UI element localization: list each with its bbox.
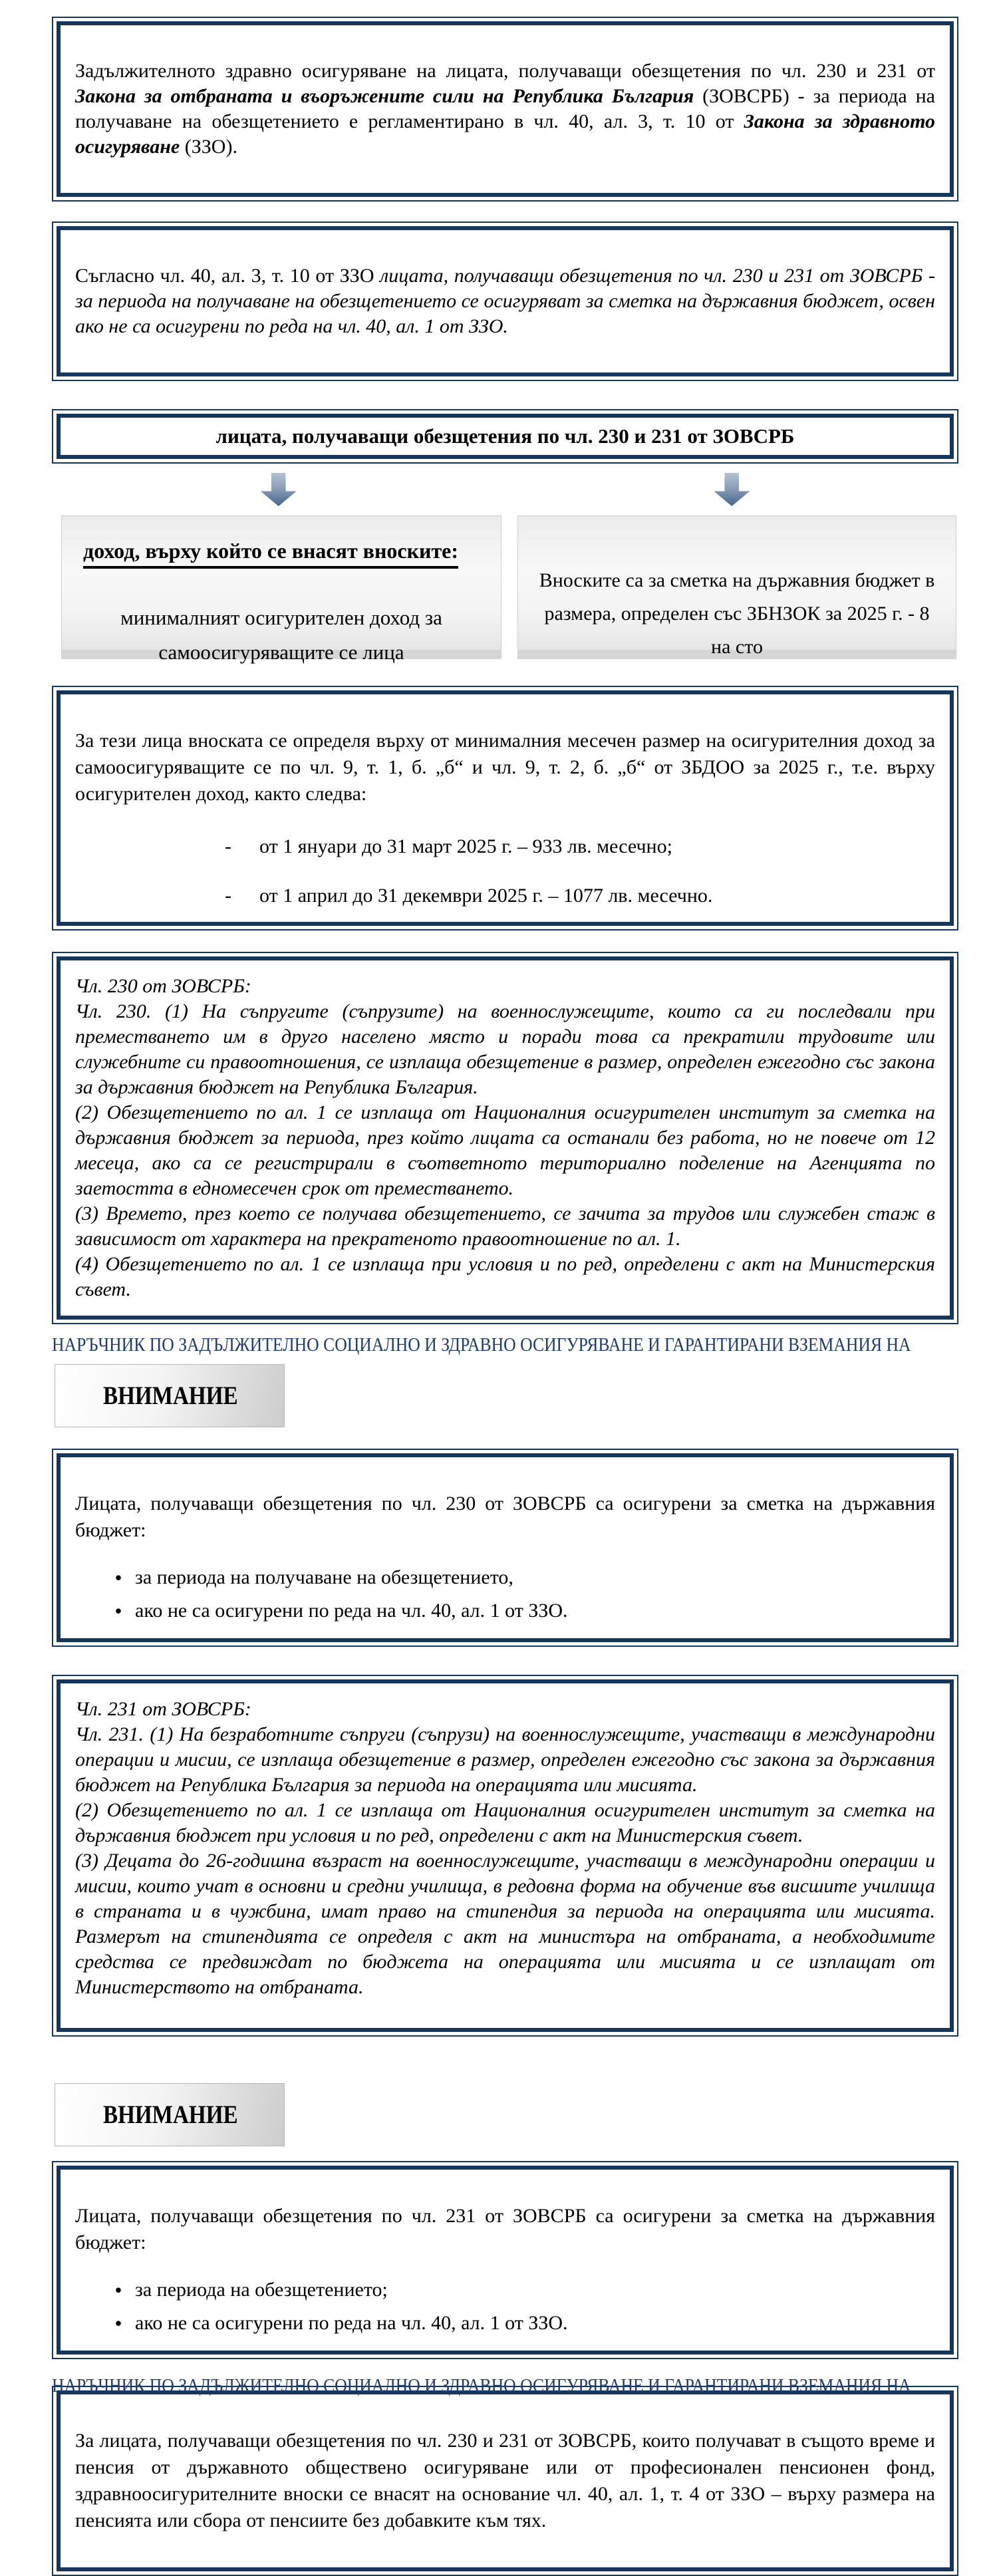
attention-230-bullet-text: за периода на получаване на обезщетението, — [135, 1566, 513, 1588]
attention-230-box — [52, 1449, 958, 1647]
attention-231-bullet — [102, 2276, 935, 2304]
attention-230-bullet — [102, 1564, 935, 1592]
flow-arrows — [52, 473, 958, 507]
pension-text: За лицата, получаващи обезщетения по чл. 230 и 231 от ЗОВСРБ, които получават в същото време и пенсия от държавното обществено осигуряване или от професионален пенсионен фонд, здравноосигурителните вноски се внасят на основание чл. 40, ал. 1, т. 4 от ЗЗО – върху размера на пенсията или сбора от пенсиите без добавките към тях. — [75, 2430, 935, 2531]
article-230-paragraph: (4) Обезщетението по ал. 1 се изплаща при условия и по ред, определени с акт на Министерския съвет. — [75, 1253, 935, 1300]
intro-text: Задължителното здравно осигуряване на лицата, получаващи обезщетения по чл. 230 и 231 от Закона за отбраната и въоръжените сили на Република България (ЗОВСРБ) - за периода на получаване на обезщетението е регламентирано в чл. 40, ал. 3, т. 10 от Закона за здравното осигуряване (ЗЗО). — [75, 60, 936, 158]
article-230-title: Чл. 230 от ЗОВСРБ: — [75, 975, 251, 997]
pension-box — [52, 2386, 958, 2576]
contribution-income-text: За тези лица вноската се определя върху от минималния месечен размер на осигурителния доход за самоосигуряващите се по чл. 9, т. 1, б. „б“ и чл. 9, т. 2, б. „б“ от ЗБДОО за 2025 г., т.е. върху осигурителен доход, както следва: — [75, 730, 935, 805]
down-arrow-icon — [714, 473, 750, 506]
flow-box-income — [61, 515, 501, 664]
article-230-paragraph: (3) Времето, през което се получава обезщетението, се зачита за трудов или служебен стаж в зависимост от характера на прекратеното правоотношение по ал. 1. — [75, 1203, 935, 1250]
income-period-item — [75, 883, 935, 909]
article-230-paragraph: Чл. 230. (1) На съпругите (съпрузите) на военнослужещите, които са ги последвали при преместването им в друго населено място и поради това са прекратили трудовите или служебните си правоотношения, се изплаща обезщетение в размер, определен ежегодно със закона за държавния бюджет на Република България. — [75, 1000, 935, 1098]
running-title: НАРЪЧНИК ПО ЗАДЪЛЖИТЕЛНО СОЦИАЛНО И ЗДРАВНО ОСИГУРЯВАНЕ И ГАРАНТИРАНИ ВЗЕМАНИЯ НА — [52, 1334, 911, 1356]
attention-231-bullet — [102, 2309, 935, 2337]
flow-box-budget — [517, 515, 956, 659]
article-231-paragraph: Чл. 231. (1) На безработните съпруги (съпрузи) на военнослужещите, участващи в международни операции и мисии, се изплаща обезщетение в размер, определен ежегодно със закона за държавния бюджет на Република България за периода на операцията или мисията. — [75, 1723, 935, 1796]
running-title: НАРЪЧНИК ПО ЗАДЪЛЖИТЕЛНО СОЦИАЛНО И ЗДРАВНО ОСИГУРЯВАНЕ И ГАРАНТИРАНИ ВЗЕМАНИЯ НА — [52, 2375, 911, 2396]
income-period-item-text: от 1 април до 31 декември 2025 г. – 1077 лв. месечно. — [259, 885, 713, 907]
article-230-paragraph: (2) Обезщетението по ал. 1 се изплаща от Националния осигурителен институт за сметка на държавния бюджет за периода, през който лицата са останали без работа, но не повече от 12 месеца, ако са се регистрирали в съответното териториално поделение на Агенцията по заетостта в едномесечен срок от преместването. — [75, 1101, 935, 1199]
bullet-marker: • — [114, 2311, 122, 2335]
flow-header-text: лицата, получаващи обезщетения по чл. 230 и 231 от ЗОВСРБ — [215, 424, 795, 448]
attention-230-lead: Лицата, получаващи обезщетения по чл. 230 от ЗОВСРБ са осигурени за сметка на държавния бюджет: — [75, 1493, 935, 1541]
article-231-title: Чл. 231 от ЗОВСРБ: — [75, 1698, 251, 1720]
article-231-box — [52, 1675, 958, 2037]
income-period-item-text: от 1 януари до 31 март 2025 г. – 933 лв. месечно; — [259, 835, 672, 857]
flow-header-box — [52, 409, 958, 464]
attention-230-bullet-text: ако не са осигурени по реда на чл. 40, ал. 1 от ЗЗО. — [135, 1600, 568, 1622]
income-period-item — [75, 834, 935, 859]
bullet-marker: • — [114, 1599, 122, 1623]
article-231-paragraph: (2) Обезщетението по ал. 1 се изплаща от Националния осигурителен институт за сметка на държавния бюджет при условия и по ред, определени с акт на Министерския съвет. — [75, 1799, 935, 1846]
attention-label — [55, 2083, 285, 2146]
legal-basis-box — [52, 221, 958, 381]
flow-boxes — [52, 515, 958, 664]
attention-230-bullet — [102, 1597, 935, 1625]
attention-231-bullet-text: ако не са осигурени по реда на чл. 40, ал. 1 от ЗЗО. — [135, 2312, 568, 2334]
flow-box-budget-body: Вноските са за сметка на държавния бюджет в размера, определен със ЗБНЗОК за 2025 г. - 8 на сто — [539, 569, 935, 658]
flow-box-income-title: доход, върху който се внасят вноските: — [83, 539, 485, 563]
attention-label-text: ВНИМАНИЕ — [103, 1381, 238, 1410]
attention-231-bullet-text: за периода на обезщетението; — [135, 2279, 388, 2301]
attention-231-box — [52, 2161, 958, 2359]
dash-marker: - — [225, 885, 231, 907]
bullet-marker: • — [114, 2278, 122, 2302]
article-231-paragraph: (3) Децата до 26-годишна възраст на военнослужещите, участващи в международни операции и мисии, които учат в основни и средни училища, в редовна форма на обучение във висшите училища в страната и в чужбина, имат право на стипендия за периода на операцията или мисията. Размерът на стипендията се определя с акт на министъра на отбраната, а необходимите средства се предвиждат по бюджета на операцията или мисията и се изплащат от Министерството на отбраната. — [75, 1850, 935, 1998]
page-content — [52, 0, 958, 2576]
attention-231-lead: Лицата, получаващи обезщетения по чл. 231 от ЗОВСРБ са осигурени за сметка на държавния бюджет: — [75, 2205, 935, 2253]
down-arrow-icon — [261, 473, 297, 506]
bullet-marker: • — [114, 1566, 122, 1590]
attention-label — [55, 1364, 285, 1427]
contribution-income-box — [52, 686, 958, 930]
attention-label-text: ВНИМАНИЕ — [103, 2100, 238, 2129]
legal-basis-text: Съгласно чл. 40, ал. 3, т. 10 от ЗЗО лицата, получаващи обезщетения по чл. 230 и 231 от ЗОВСРБ - за периода на получаване на обезщетението се осигуряват за сметка на държавния бюджет, освен ако не са осигурени по реда на чл. 40, ал. 1 от ЗЗО. — [75, 265, 935, 337]
flow-box-income-body: минималният осигурителен доход за самоосигуряващите се лица — [120, 606, 442, 664]
article-230-box — [52, 952, 958, 1324]
intro-box — [52, 17, 958, 202]
dash-marker: - — [225, 835, 231, 857]
